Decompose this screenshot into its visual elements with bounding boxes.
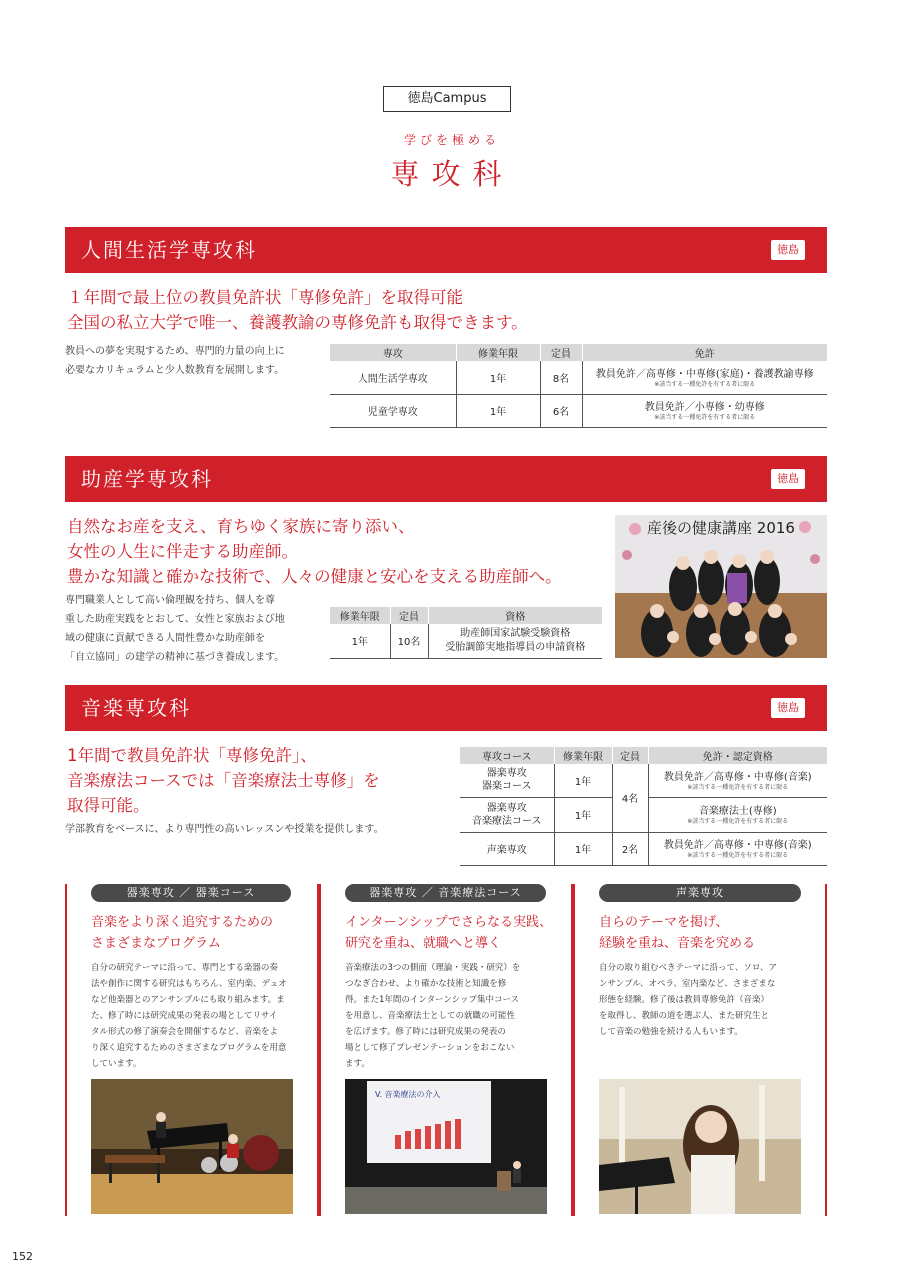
- body-line: 学部教育をベースに、より専門性の高いレッスンや授業を提供します。: [65, 824, 384, 835]
- body-line: を広げます。修了時には研究成果の発表の: [345, 1027, 506, 1037]
- body-line: して音楽の勉強を続ける人もいます。: [599, 1027, 743, 1037]
- table-header: 定員: [540, 344, 582, 361]
- page-number: 152: [12, 1250, 33, 1263]
- table-cell: 4名: [612, 764, 648, 832]
- body-line: 形態を経験。修了後は教員専修免許（音楽）: [599, 995, 770, 1005]
- section-lead: [67, 743, 457, 818]
- campus-badge: 徳島: [771, 240, 805, 260]
- table-header: 定員: [390, 607, 428, 624]
- heading-line: 研究を重ね、就職へと導く: [345, 936, 502, 951]
- table-row: [330, 361, 827, 394]
- recital-stage-photo: [91, 1079, 293, 1214]
- vocal-performance-photo: [599, 1079, 801, 1214]
- course-text: 器楽専攻: [486, 802, 527, 814]
- section-title: 人間生活学専攻科: [81, 238, 257, 262]
- table-cell: [460, 764, 554, 797]
- license-note: ※該当する一種免許を有する者に限る: [687, 852, 789, 859]
- lead-line: 取得可能。: [67, 796, 150, 815]
- body-line: 「自立協同」の建学の精神に基づき養成します。: [65, 652, 285, 663]
- license-text: 教員免許／高専修・中専修(音楽): [663, 771, 812, 783]
- table-header: 資格: [428, 607, 602, 624]
- table-row: [330, 394, 827, 427]
- body-line: 場として修了プレゼンテーションをおこない: [345, 1043, 515, 1053]
- lead-line: 全国の私立大学で唯一、養護教諭の専修免許も取得できます。: [67, 313, 528, 332]
- license-text: 教員免許／小専修・幼専修: [644, 402, 765, 413]
- heading-line: 音楽をより深く追究するための: [91, 915, 274, 930]
- qualification-text: 受胎調節実地指導員の申請資格: [445, 641, 586, 653]
- heading-line: さまざまなプログラム: [91, 936, 221, 951]
- body-line: つなぎ合わせ、より確かな技術と知識を修: [345, 979, 507, 989]
- course-text: 器楽コース: [482, 781, 532, 793]
- banner-text: 産後の健康講座 2016: [647, 519, 795, 537]
- table-cell: 人間生活学専攻: [330, 361, 456, 394]
- body-line: しています。: [91, 1059, 142, 1069]
- table-cell: [648, 764, 827, 797]
- body-line: 重した助産実践をとおして、女性と家族および地: [65, 614, 285, 625]
- table-cell: 1年: [554, 832, 612, 865]
- table-cell: 声楽専攻: [460, 832, 554, 865]
- campus-label: 徳島Campus: [383, 86, 511, 112]
- table-header: 専攻: [330, 344, 456, 361]
- section-lead: [67, 285, 827, 335]
- section-title: 音楽専攻科: [81, 696, 191, 720]
- heading-line: 経験を重ね、音楽を究める: [599, 936, 756, 951]
- qualification-text: 助産師国家試験受験資格: [460, 627, 571, 639]
- course-body: [599, 960, 809, 1040]
- lead-line: １年間で最上位の教員免許状「専修免許」を取得可能: [67, 288, 463, 307]
- table-cell: [648, 832, 827, 865]
- body-line: 自分の取り組むべきテーマに沿って、ソロ、ア: [599, 963, 777, 973]
- table-cell: 10名: [390, 624, 428, 658]
- presentation-hall-photo: [345, 1079, 547, 1214]
- license-text: 教員免許／高専修・中専修(家庭)・養護教諭専修: [595, 368, 814, 380]
- body-line: ます。: [345, 1059, 370, 1069]
- course-body: [91, 960, 301, 1072]
- table-cell: 1年: [456, 394, 540, 427]
- table-cell: [648, 797, 827, 832]
- table-header: 免許: [582, 344, 827, 361]
- column-border: [573, 884, 575, 1216]
- slide-title: V. 音楽療法の介入: [375, 1090, 441, 1099]
- body-line: ンサンブル、オペラ、室内楽など、さまざまな: [599, 979, 776, 989]
- license-table: [330, 344, 827, 428]
- section-body: [65, 591, 325, 667]
- table-cell: 1年: [554, 764, 612, 797]
- course-heading: [91, 912, 301, 954]
- course-label: 器楽専攻 ／ 器楽コース: [91, 884, 291, 902]
- column-border: [65, 884, 67, 1216]
- course-label: 声楽専攻: [599, 884, 801, 902]
- table-cell: [582, 361, 827, 394]
- table-cell: [460, 797, 554, 832]
- table-cell: [428, 624, 602, 658]
- page-title: 専攻科: [390, 157, 514, 191]
- page-kicker: 学びを極める: [403, 133, 500, 147]
- body-line: り深く追究するためのさまざまなプログラムを用意: [91, 1043, 287, 1053]
- table-cell: 1年: [554, 797, 612, 832]
- course-text: 音楽療法コース: [472, 815, 542, 827]
- course-label: 器楽専攻 ／ 音楽療法コース: [345, 884, 546, 902]
- qualification-table: [330, 607, 602, 659]
- column-border: [825, 884, 827, 1216]
- table-header: 専攻コース: [460, 747, 554, 764]
- table-header: 修業年限: [330, 607, 390, 624]
- table-header: 修業年限: [456, 344, 540, 361]
- section-bar-midwifery: [65, 456, 827, 502]
- midwifery-group-photo: [615, 515, 827, 658]
- heading-line: 自らのテーマを掲げ、: [599, 915, 729, 930]
- body-line: 音楽療法の3つの側面（理論・実践・研究）を: [345, 963, 521, 973]
- body-line: 法や創作に関する研究はもちろん、室内楽、デュオ: [91, 979, 287, 989]
- table-row: [330, 624, 602, 658]
- campus-badge: 徳島: [771, 469, 805, 489]
- body-line: 自分の研究テーマに沿って、専門とする楽器の奏: [91, 963, 278, 973]
- body-line: を取得し、教師の道を選ぶ人、また研究生と: [599, 1011, 770, 1021]
- column-border: [319, 884, 321, 1216]
- body-line: タル形式の修了演奏会を開催するなど、音楽をよ: [91, 1027, 279, 1037]
- table-row: [460, 764, 827, 797]
- lead-line: 自然なお産を支え、育ちゆく家族に寄り添い、: [67, 517, 415, 536]
- course-text: 器楽専攻: [486, 768, 527, 780]
- section-bar-human-life: [65, 227, 827, 273]
- body-line: 必要なカリキュラムと少人数教育を展開します。: [65, 365, 285, 376]
- body-line: 得。また1年間のインターンシップ集中コース: [345, 995, 520, 1005]
- table-header: 免許・認定資格: [648, 747, 827, 764]
- body-line: を用意し、音楽療法士としての就職の可能性: [345, 1011, 516, 1021]
- table-header: 定員: [612, 747, 648, 764]
- lead-line: 1年間で教員免許状「専修免許」、: [67, 746, 317, 765]
- course-heading: [345, 912, 560, 954]
- course-body: [345, 960, 555, 1072]
- section-lead: [67, 514, 607, 589]
- section-body: [65, 342, 325, 380]
- body-line: など他楽器とのアンサンブルにも取り組みます。ま: [91, 995, 285, 1005]
- lead-line: 音楽療法コースでは「音楽療法士専修」を: [67, 771, 380, 790]
- body-line: 教員への夢を実現するため、専門的力量の向上に: [65, 346, 285, 357]
- section-body: [65, 820, 455, 839]
- license-text: 音楽療法士(専修): [698, 806, 777, 817]
- license-note: ※該当する一種免許を有する者に限る: [654, 380, 756, 388]
- section-bar-music: [65, 685, 827, 731]
- body-line: 域の健康に貢献できる人間性豊かな助産師を: [65, 633, 265, 644]
- table-cell: 1年: [456, 361, 540, 394]
- heading-line: インターンシップでさらなる実践、: [345, 915, 553, 930]
- lead-line: 女性の人生に伴走する助産師。: [67, 542, 298, 561]
- table-cell: 8名: [540, 361, 582, 394]
- license-note: ※該当する一種免許を有する者に限る: [687, 818, 789, 825]
- license-note: ※該当する一種免許を有する者に限る: [654, 414, 756, 421]
- table-cell: 1年: [330, 624, 390, 658]
- table-row: [460, 832, 827, 865]
- table-cell: 6名: [540, 394, 582, 427]
- body-line: 専門職業人として高い倫理観を持ち、個人を尊: [65, 595, 275, 606]
- section-title: 助産学専攻科: [81, 467, 213, 491]
- license-text: 教員免許／高専修・中専修(音楽): [663, 840, 812, 851]
- course-heading: [599, 912, 809, 954]
- table-header: 修業年限: [554, 747, 612, 764]
- table-cell: 2名: [612, 832, 648, 865]
- table-cell: 児童学専攻: [330, 394, 456, 427]
- table-cell: [582, 394, 827, 427]
- music-license-table: [460, 747, 827, 866]
- campus-badge: 徳島: [771, 698, 805, 718]
- license-note: ※該当する一種免許を有する者に限る: [687, 783, 789, 791]
- lead-line: 豊かな知識と確かな技術で、人々の健康と安心を支える助産師へ。: [67, 567, 562, 586]
- body-line: た、修了時には研究成果の発表の場としてリサイ: [91, 1011, 278, 1021]
